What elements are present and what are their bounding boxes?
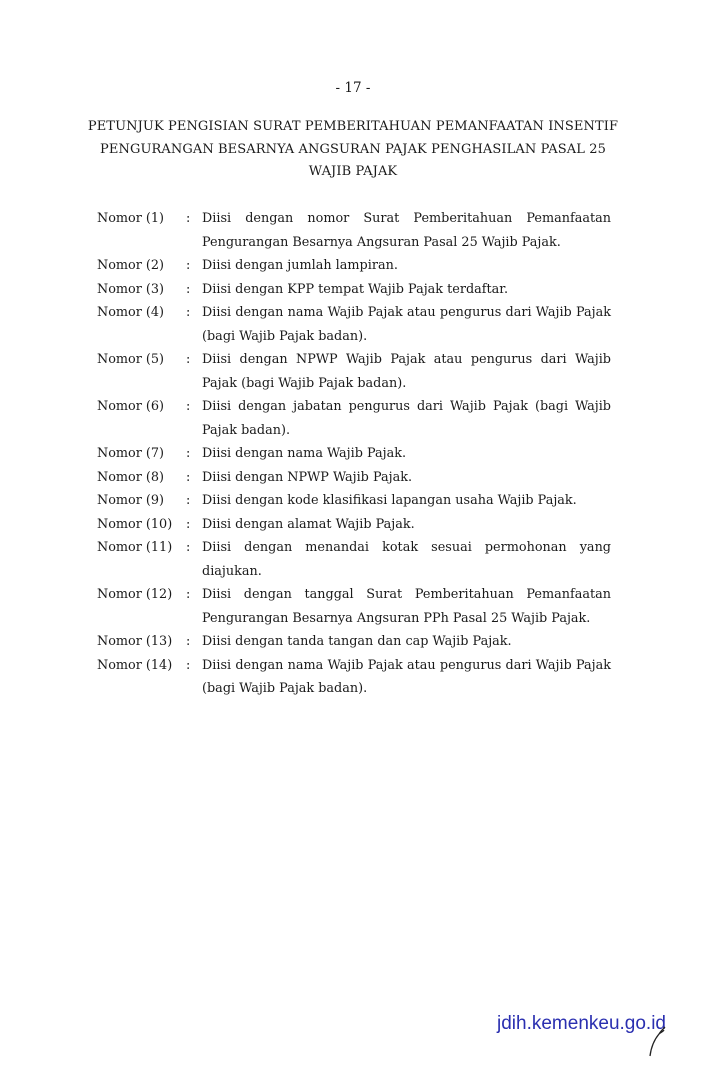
item-colon: : bbox=[186, 352, 191, 367]
list-item bbox=[97, 207, 611, 254]
item-colon: : bbox=[186, 587, 191, 602]
item-label: Nomor (8) bbox=[97, 469, 165, 485]
page-number: - 17 - bbox=[335, 80, 371, 96]
item-colon: : bbox=[186, 493, 191, 508]
item-text: Diisi dengan NPWP Wajib Pajak atau pengurus dari Wajib Pajak (bagi Wajib Pajak badan). bbox=[202, 352, 611, 391]
list-item bbox=[97, 466, 611, 490]
item-text: Diisi dengan jabatan pengurus dari Wajib Pajak (bagi Wajib Pajak badan). bbox=[202, 399, 611, 438]
item-colon: : bbox=[186, 469, 191, 485]
document-title bbox=[60, 116, 646, 184]
list-item bbox=[97, 536, 611, 583]
list-item bbox=[97, 254, 611, 278]
list-item bbox=[97, 583, 611, 630]
item-text: Diisi dengan tanggal Surat Pemberitahuan Pemanfaatan Pengurangan Besarnya Angsuran PPh Pasal 25 Wajib Pajak. bbox=[202, 587, 611, 626]
item-text: Diisi dengan nama Wajib Pajak atau pengurus dari Wajib Pajak (bagi Wajib Pajak badan). bbox=[202, 305, 611, 344]
item-text: Diisi dengan menandai kotak sesuai permohonan yang diajukan. bbox=[202, 540, 611, 579]
item-colon: : bbox=[186, 516, 191, 532]
item-text: Diisi dengan nomor Surat Pemberitahuan Pemanfaatan Pengurangan Besarnya Angsuran Pasal 25 Wajib Pajak. bbox=[202, 211, 611, 250]
item-text: Diisi dengan alamat Wajib Pajak. bbox=[202, 516, 415, 532]
title-line: PETUNJUK PENGISIAN SURAT PEMBERITAHUAN PEMANFAATAN INSENTIF bbox=[87, 119, 619, 134]
item-label: Nomor (4) bbox=[97, 305, 165, 320]
item-label: Nomor (7) bbox=[97, 446, 165, 461]
item-text: Diisi dengan kode klasifikasi lapangan usaha Wajib Pajak. bbox=[202, 493, 577, 508]
item-label: Nomor (9) bbox=[97, 493, 165, 508]
instruction-list bbox=[97, 207, 611, 701]
item-colon: : bbox=[186, 446, 191, 461]
item-text: Diisi dengan KPP tempat Wajib Pajak terdaftar. bbox=[202, 281, 509, 297]
item-label: Nomor (2) bbox=[97, 258, 165, 273]
footer-link[interactable]: jdih.kemenkeu.go.id bbox=[497, 1013, 666, 1034]
title-line: PENGURANGAN BESARNYA ANGSURAN PAJAK PENGHASILAN PASAL 25 bbox=[100, 141, 606, 157]
item-label: Nomor (1) bbox=[97, 211, 165, 226]
item-label: Nomor (13) bbox=[97, 634, 173, 649]
item-text: Diisi dengan nama Wajib Pajak. bbox=[202, 446, 407, 461]
list-item bbox=[97, 513, 611, 537]
item-colon: : bbox=[186, 540, 191, 555]
item-label: Nomor (10) bbox=[97, 516, 173, 532]
list-item bbox=[97, 278, 611, 302]
item-label: Nomor (11) bbox=[97, 540, 173, 555]
title-line: WAJIB PAJAK bbox=[308, 164, 398, 179]
list-item bbox=[97, 395, 611, 442]
item-colon: : bbox=[186, 281, 191, 297]
item-label: Nomor (14) bbox=[97, 657, 173, 673]
item-colon: : bbox=[186, 634, 191, 649]
item-label: Nomor (12) bbox=[97, 587, 173, 602]
list-item bbox=[97, 442, 611, 466]
list-item bbox=[97, 630, 611, 654]
item-colon: : bbox=[186, 211, 191, 226]
item-colon: : bbox=[186, 258, 191, 273]
item-colon: : bbox=[186, 657, 191, 673]
list-item bbox=[97, 348, 611, 395]
item-label: Nomor (5) bbox=[97, 352, 165, 367]
list-item bbox=[97, 654, 611, 701]
item-text: Diisi dengan jumlah lampiran. bbox=[202, 258, 398, 273]
list-item bbox=[97, 489, 611, 513]
list-item bbox=[97, 301, 611, 348]
item-colon: : bbox=[186, 305, 191, 320]
item-text: Diisi dengan tanda tangan dan cap Wajib Pajak. bbox=[202, 634, 512, 649]
item-text: Diisi dengan nama Wajib Pajak atau pengurus dari Wajib Pajak (bagi Wajib Pajak badan). bbox=[202, 657, 611, 696]
item-colon: : bbox=[186, 399, 191, 414]
item-label: Nomor (3) bbox=[97, 281, 165, 297]
item-text: Diisi dengan NPWP Wajib Pajak. bbox=[202, 469, 413, 485]
signature-initial-icon bbox=[645, 1022, 667, 1058]
item-label: Nomor (6) bbox=[97, 399, 165, 414]
